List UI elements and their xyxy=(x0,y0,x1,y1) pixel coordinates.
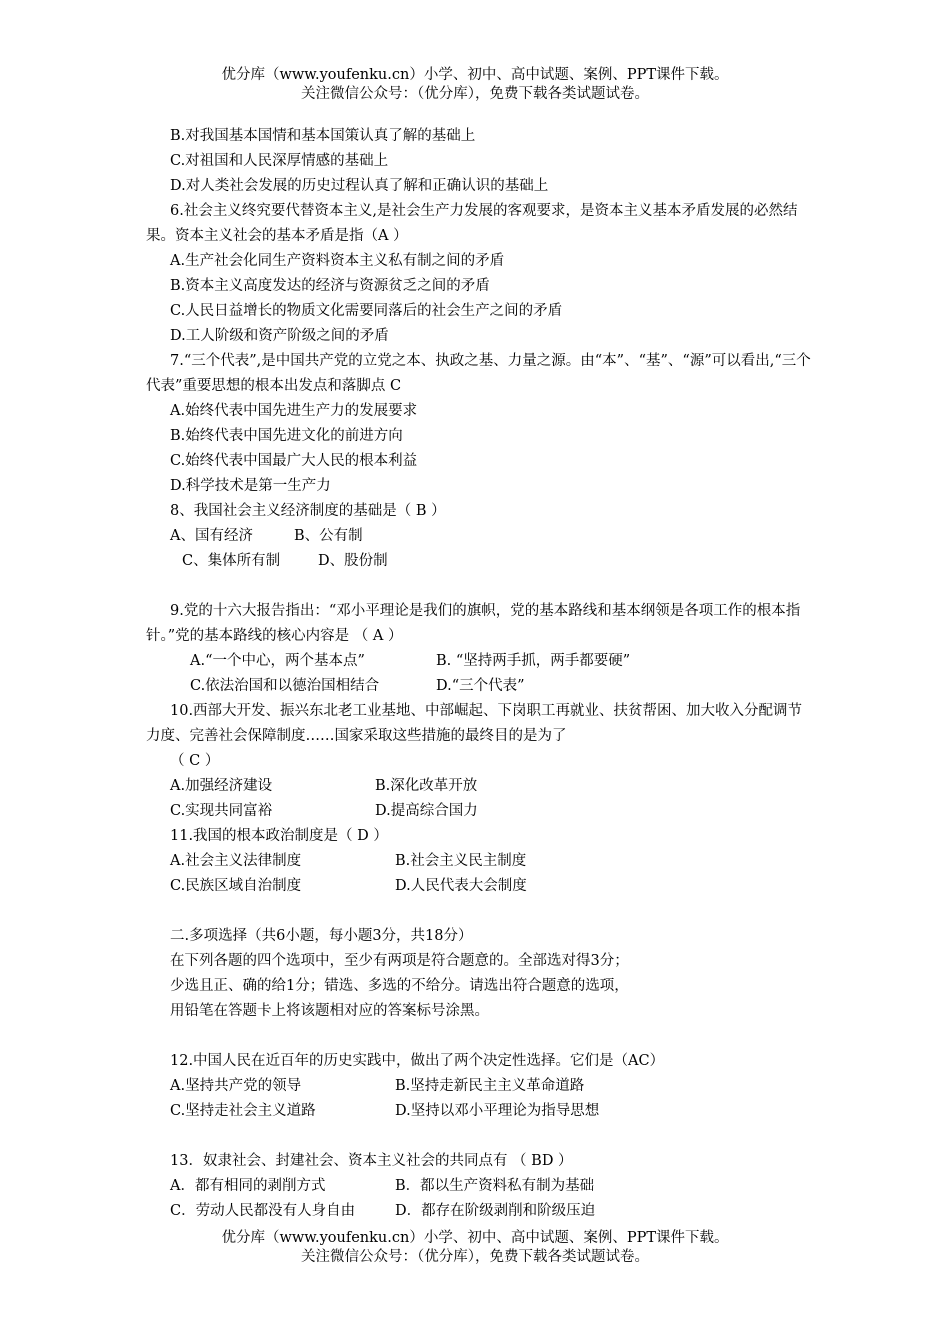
spacer xyxy=(146,1124,814,1149)
section-2-instruction-2: 少选且正、确的给1分；错选、多选的不给分。请选出符合题意的选项， xyxy=(170,978,629,994)
q6-option-b: B.资本主义高度发达的经济与资源贫乏之间的矛盾 xyxy=(170,278,490,294)
q11-option-a: A.社会主义法律制度 xyxy=(170,853,302,869)
q10-option-d: D.提高综合国力 xyxy=(375,803,478,819)
q9-options-row-2 xyxy=(146,674,814,699)
q12-options-row-1 xyxy=(146,1074,814,1099)
q9-option-d: D.“三个代表” xyxy=(436,678,525,694)
q13-options-row-1 xyxy=(146,1174,814,1199)
q11-options-row-2 xyxy=(146,874,814,899)
q10-option-a: A.加强经济建设 xyxy=(170,778,273,794)
q6-option-c: C.人民日益增长的物质文化需要同落后的社会生产之间的矛盾 xyxy=(170,303,563,319)
q10-option-c: C.实现共同富裕 xyxy=(170,803,273,819)
q13-stem: 13．奴隶社会、封建社会、资本主义社会的共同点有 （ BD ） xyxy=(170,1153,573,1169)
header-line-2: 关注微信公众号：（优分库），免费下载各类试题试卷。 xyxy=(301,86,649,102)
q12-option-c: C.坚持走社会主义道路 xyxy=(170,1103,316,1119)
q13-option-c: C．劳动人民都没有人身自由 xyxy=(170,1203,356,1219)
q8-options-row-2 xyxy=(146,549,814,574)
q10-options-row-1 xyxy=(146,774,814,799)
q7-stem: 7.“三个代表”,是中国共产党的立党之本、执政之基、力量之源。由“本”、“基”、“源”可以看出,“三个代表”重要思想的根本出发点和落脚点 C xyxy=(146,353,811,394)
footer-line-2: 关注微信公众号：（优分库），免费下载各类试题试卷。 xyxy=(301,1249,649,1265)
q6-option-d: D.工人阶级和资产阶级之间的矛盾 xyxy=(170,328,389,344)
q11-option-c: C.民族区域自治制度 xyxy=(170,878,302,894)
section-2-instruction-3: 用铅笔在答题卡上将该题相对应的答案标号涂黑。 xyxy=(170,1003,489,1019)
q10-stem: 10.西部大开发、振兴东北老工业基地、中部崛起、下岗职工再就业、扶贫帮困、加大收入分配调节力度、完善社会保障制度……国家采取这些措施的最终目的是为了 xyxy=(146,703,803,744)
q10-options-row-2 xyxy=(146,799,814,824)
q13-options-row-2 xyxy=(146,1199,814,1224)
q8-stem: 8、我国社会主义经济制度的基础是（ B ） xyxy=(170,503,446,519)
q6-stem: 6.社会主义终究要代替资本主义,是社会生产力发展的客观要求，是资本主义基本矛盾发展的必然结果。资本主义社会的基本矛盾是指（A ） xyxy=(146,203,798,244)
spacer xyxy=(146,1024,814,1049)
section-2-title: 二.多项选择（共6小题，每小题3分，共18分） xyxy=(170,928,473,944)
section-2-instruction-1: 在下列各题的四个选项中，至少有两项是符合题意的。全部选对得3分； xyxy=(170,953,629,969)
q12-option-b: B.坚持走新民主主义革命道路 xyxy=(395,1078,585,1094)
q12-stem: 12.中国人民在近百年的历史实践中，做出了两个决定性选择。它们是（AC） xyxy=(170,1053,665,1069)
q9-options-row-1 xyxy=(146,649,814,674)
q7-option-d: D.科学技术是第一生产力 xyxy=(170,478,331,494)
q11-stem: 11.我国的根本政治制度是（ D ） xyxy=(170,828,388,844)
q10-option-b: B.深化改革开放 xyxy=(375,778,478,794)
footer-line-1: 优分库（www.youfenku.cn）小学、初中、高中试题、案例、PPT课件下载。 xyxy=(221,1230,729,1246)
q7-option-a: A.始终代表中国先进生产力的发展要求 xyxy=(170,403,418,419)
q9-option-b: B. “坚持两手抓，两手都要硬” xyxy=(436,653,631,669)
q8-options-row-1 xyxy=(146,524,814,549)
q8-option-a: A、国有经济 xyxy=(170,528,253,544)
page-header xyxy=(0,66,950,104)
q5-option-d: D.对人类社会发展的历史过程认真了解和正确认识的基础上 xyxy=(170,178,549,194)
page-footer xyxy=(0,1229,950,1267)
document-body xyxy=(146,124,814,1224)
spacer xyxy=(146,899,814,924)
q9-option-c: C.依法治国和以德治国相结合 xyxy=(190,678,380,694)
q8-option-d: D、股份制 xyxy=(318,553,388,569)
q5-option-c: C.对祖国和人民深厚情感的基础上 xyxy=(170,153,389,169)
q11-options-row-1 xyxy=(146,849,814,874)
q5-option-b: B.对我国基本国情和基本国策认真了解的基础上 xyxy=(170,128,476,144)
q9-option-a: A.“一个中心，两个基本点” xyxy=(190,653,365,669)
q13-option-b: B．都以生产资料私有制为基础 xyxy=(395,1178,595,1194)
q7-option-c: C.始终代表中国最广大人民的根本利益 xyxy=(170,453,418,469)
q9-stem: 9.党的十六大报告指出：“邓小平理论是我们的旗帜，党的基本路线和基本纲领是各项工作的根本指针。”党的基本路线的核心内容是 （ A ） xyxy=(146,603,801,644)
q11-option-b: B.社会主义民主制度 xyxy=(395,853,527,869)
q7-option-b: B.始终代表中国先进文化的前进方向 xyxy=(170,428,403,444)
q8-option-c: C、集体所有制 xyxy=(182,553,281,569)
q11-option-d: D.人民代表大会制度 xyxy=(395,878,527,894)
q8-option-b: B、公有制 xyxy=(294,528,363,544)
q12-option-d: D.坚持以邓小平理论为指导思想 xyxy=(395,1103,600,1119)
q10-answer: （ C ） xyxy=(170,753,220,769)
q12-option-a: A.坚持共产党的领导 xyxy=(170,1078,302,1094)
header-line-1: 优分库（www.youfenku.cn）小学、初中、高中试题、案例、PPT课件下载。 xyxy=(221,67,729,83)
q13-option-d: D．都存在阶级剥削和阶级压迫 xyxy=(395,1203,596,1219)
spacer xyxy=(146,574,814,599)
q13-option-a: A．都有相同的剥削方式 xyxy=(170,1178,326,1194)
q6-option-a: A.生产社会化同生产资料资本主义私有制之间的矛盾 xyxy=(170,253,505,269)
q12-options-row-2 xyxy=(146,1099,814,1124)
